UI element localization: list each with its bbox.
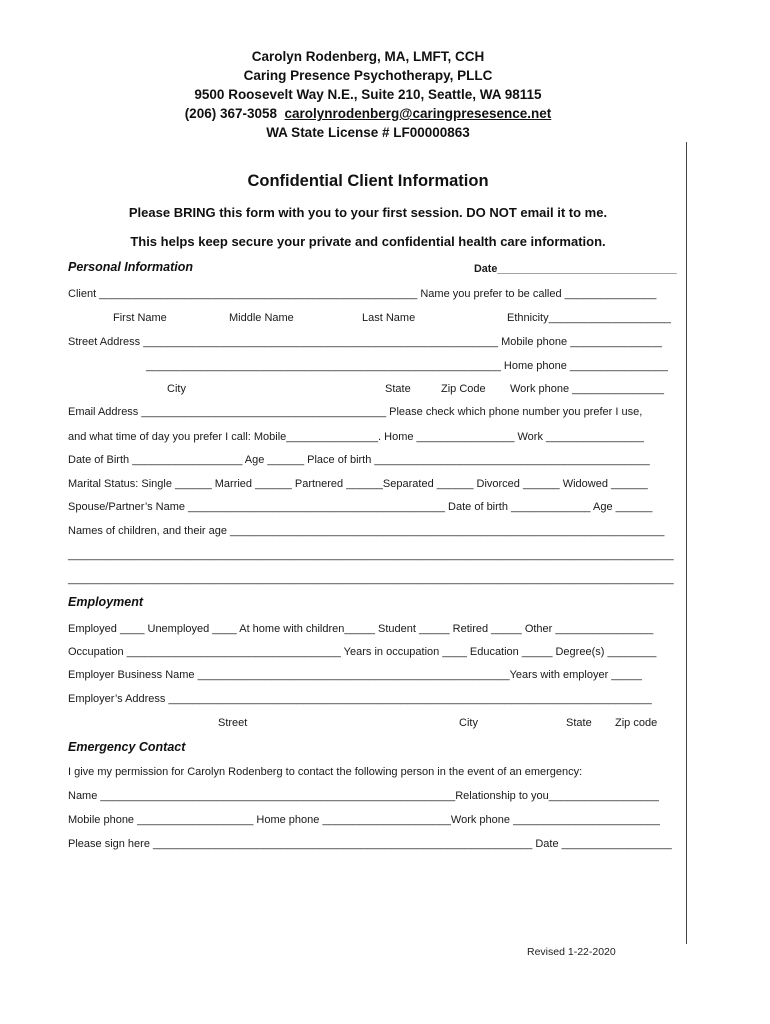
date-field[interactable]: Date______________________________ bbox=[474, 263, 677, 275]
employer-address-field[interactable]: Employer’s Address _______________________________________________________________________________ bbox=[68, 693, 652, 705]
email-address-field[interactable]: Email Address ________________________________________ Please check which phone number you prefer I use, bbox=[68, 406, 643, 418]
employer-business-field[interactable]: Employer Business Name ___________________________________________________Years with employer _____ bbox=[68, 669, 642, 681]
emergency-permission-text: I give my permission for Carolyn Rodenberg to contact the following person in the event of an emergency: bbox=[68, 766, 583, 778]
header-email-link[interactable]: carolynrodenberg@caringpresesence.net bbox=[284, 106, 552, 121]
label-zip: Zip Code bbox=[441, 383, 486, 395]
preferred-call-time-field[interactable]: and what time of day you prefer I call: Mobile_______________. Home ________________ Work ________________ bbox=[68, 431, 644, 443]
label-last-name: Last Name bbox=[362, 312, 416, 324]
section-employment-heading: Employment bbox=[68, 595, 144, 609]
header-name: Carolyn Rodenberg, MA, LMFT, CCH bbox=[251, 49, 485, 64]
label-first-name: First Name bbox=[113, 312, 167, 324]
notice-security: This helps keep secure your private and confidential health care information. bbox=[130, 234, 606, 249]
street-address-field[interactable]: Street Address __________________________________________________________ Mobile phone _______________ bbox=[68, 336, 662, 348]
notice-bring-form: Please BRING this form with you to your first session. DO NOT email it to me. bbox=[128, 205, 608, 220]
label-employer-city: City bbox=[459, 717, 478, 729]
label-employer-street: Street bbox=[218, 717, 248, 729]
vertical-divider bbox=[686, 142, 687, 944]
revised-date: Revised 1-22-2020 bbox=[527, 946, 616, 958]
address-line2-field[interactable]: __________________________________________________________ Home phone ________________ bbox=[146, 360, 668, 372]
ethnicity-field[interactable]: Ethnicity____________________ bbox=[507, 312, 671, 324]
header-contact bbox=[0, 104, 736, 123]
emergency-name-field[interactable]: Name __________________________________________________________Relationship to you__________________ bbox=[68, 790, 659, 802]
marital-status-field[interactable]: Marital Status: Single ______ Married ______ Partnered ______Separated ______ Divorced ______ Widowed ______ bbox=[68, 478, 648, 490]
form-title: Confidential Client Information bbox=[247, 172, 489, 190]
header-address: 9500 Roosevelt Way N.E., Suite 210, Seattle, WA 98115 bbox=[194, 87, 542, 102]
date-of-birth-field[interactable]: Date of Birth __________________ Age ______ Place of birth _____________________________________________ bbox=[68, 454, 650, 466]
employment-status-field[interactable]: Employed ____ Unemployed ____ At home with children_____ Student _____ Retired _____ Other ________________ bbox=[68, 623, 654, 635]
section-emergency-heading: Emergency Contact bbox=[68, 740, 186, 754]
occupation-field[interactable]: Occupation ___________________________________ Years in occupation ____ Education _____ Degree(s) ________ bbox=[68, 646, 657, 658]
section-personal-heading: Personal Information bbox=[68, 260, 194, 274]
spouse-partner-field[interactable]: Spouse/Partner’s Name __________________________________________ Date of birth _____________ Age ______ bbox=[68, 501, 653, 513]
client-name-field[interactable]: Client ____________________________________________________ Name you prefer to be called _______________ bbox=[68, 288, 657, 300]
header-practice: Caring Presence Psychotherapy, PLLC bbox=[243, 68, 493, 83]
label-state: State bbox=[385, 383, 411, 395]
header-license: WA State License # LF00000863 bbox=[266, 125, 470, 140]
children-blank-line-1[interactable]: ___________________________________________________________________________________________________ bbox=[68, 549, 674, 561]
children-blank-line-2[interactable]: ___________________________________________________________________________________________________ bbox=[68, 573, 674, 585]
work-phone-field[interactable]: Work phone _______________ bbox=[510, 383, 664, 395]
signature-field[interactable]: Please sign here ______________________________________________________________ Date __________________ bbox=[68, 838, 672, 850]
label-city: City bbox=[167, 383, 186, 395]
label-employer-state: State bbox=[566, 717, 592, 729]
label-employer-zip: Zip code bbox=[615, 717, 658, 729]
emergency-phones-field[interactable]: Mobile phone ___________________ Home phone _____________________Work phone ________________________ bbox=[68, 814, 660, 826]
header-phone: (206) 367-3058 bbox=[184, 106, 278, 121]
label-middle-name: Middle Name bbox=[229, 312, 294, 324]
children-field[interactable]: Names of children, and their age _______________________________________________________________________ bbox=[68, 525, 665, 537]
